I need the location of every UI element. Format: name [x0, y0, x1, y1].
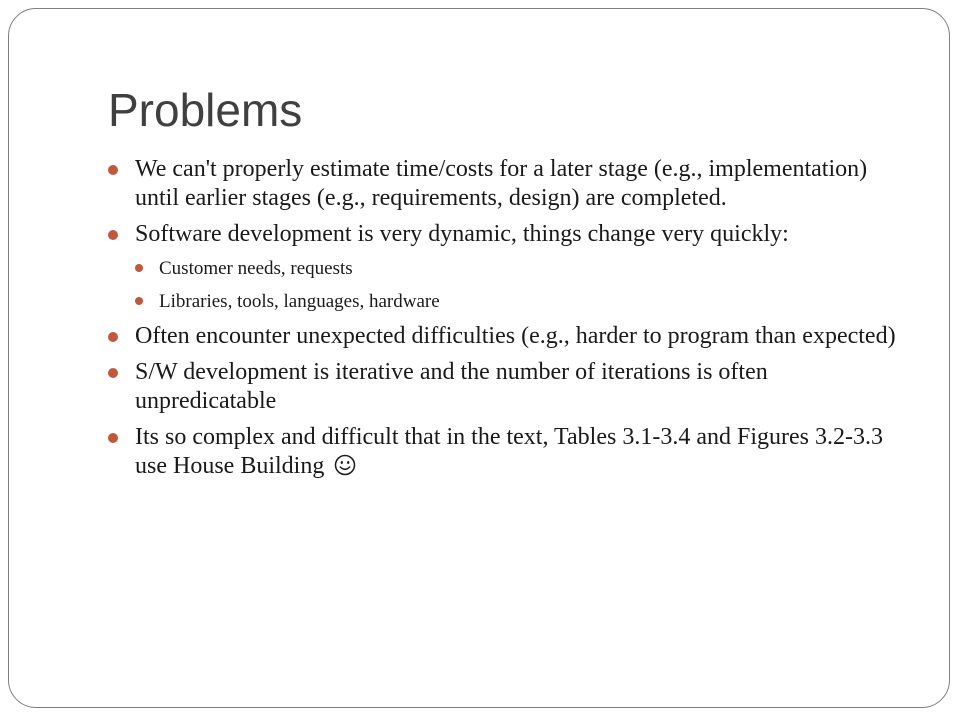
slide-title: Problems [108, 84, 303, 136]
bullet-dot-icon [108, 368, 118, 378]
sub-bullet-item [135, 290, 898, 314]
bullet-text: Often encounter unexpected difficulties (e.g., harder to program than expected) [135, 322, 896, 349]
bullet-dot-icon [108, 332, 118, 342]
bullet-dot-icon [108, 433, 118, 443]
bullet-dot-icon [108, 165, 118, 175]
bullet-list [108, 155, 898, 480]
bullet-item [108, 220, 898, 314]
bullet-item [108, 358, 898, 415]
bullet-text: We can't properly estimate time/costs for a later stage (e.g., implementation) until earlier stages (e.g., requirements, design) are completed. [135, 156, 868, 211]
sub-bullet-text: Customer needs, requests [159, 257, 353, 279]
bullet-item [108, 322, 898, 351]
bullet-dot-icon [108, 230, 118, 240]
bullet-text: Software development is very dynamic, things change very quickly: [135, 221, 789, 247]
bullet-item [108, 423, 898, 480]
sub-bullet-list [135, 257, 898, 314]
sub-bullet-text: Libraries, tools, languages, hardware [159, 290, 440, 312]
sub-bullet-dot-icon [135, 297, 143, 305]
sub-bullet-item [135, 257, 898, 281]
smiley-face-icon [334, 454, 356, 476]
bullet-text: Its so complex and difficult that in the text, Tables 3.1-3.4 and Figures 3.2-3.3 use House Building [135, 424, 883, 479]
bullet-text: S/W development is iterative and the number of iterations is often unpredicatable [135, 359, 768, 414]
bullet-item [108, 155, 898, 212]
sub-bullet-dot-icon [135, 264, 143, 272]
